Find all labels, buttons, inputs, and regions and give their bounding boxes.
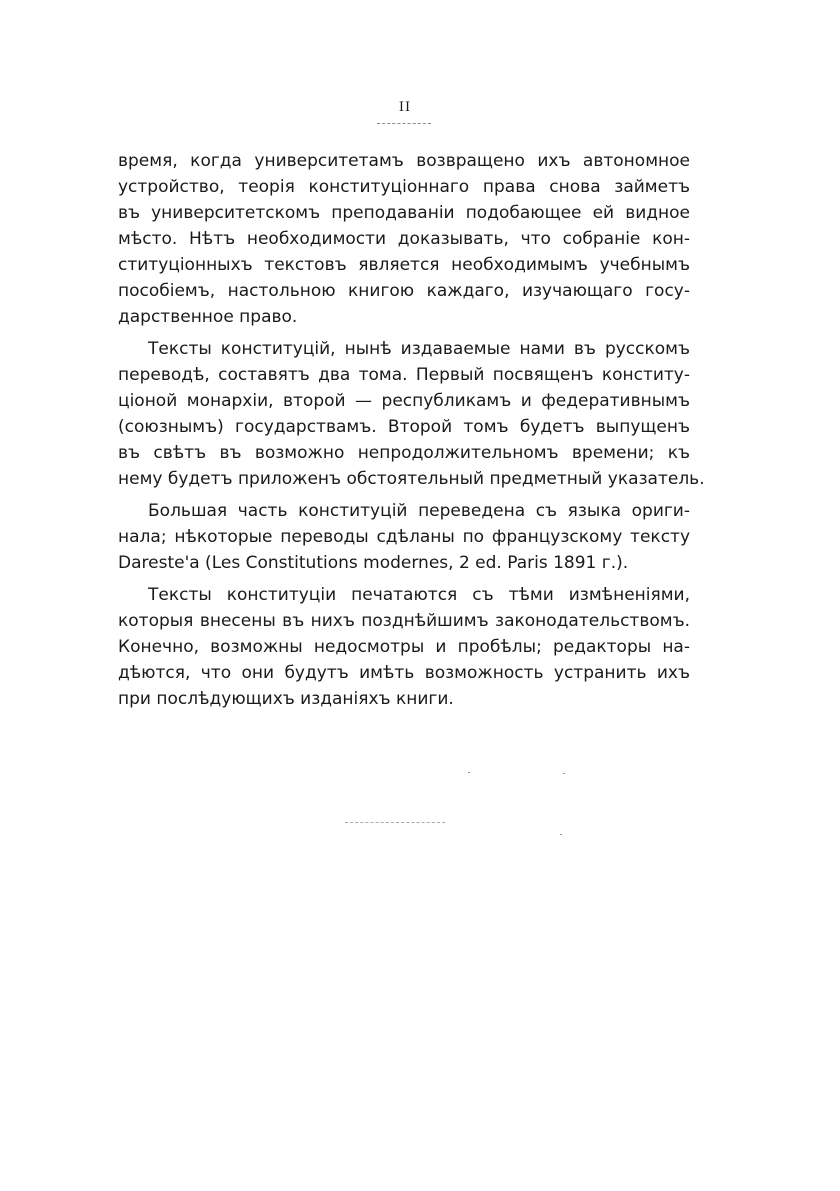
scan-speck (468, 772, 470, 773)
paragraph-1 (118, 148, 690, 330)
text-line: Dareste'a (Les Constitutions modernes, 2 ed. Paris 1891 г.). (118, 553, 629, 573)
text-line: Большая часть конституцій переведена съ языка ориги- (148, 501, 690, 521)
text-line: нала; нѣкоторые переводы сдѣланы по французскому тексту (118, 527, 690, 547)
scan-speck (560, 834, 562, 835)
text-line: въ университетскомъ преподаваніи подобающее ей видное (118, 203, 690, 223)
text-line: ціоной монархіи, второй — республикамъ и федеративнымъ (118, 391, 690, 411)
text-line: время, когда университетамъ возвращено ихъ автономное (118, 151, 690, 171)
text-line: Тексты конституцій, нынѣ издаваемые нами въ русскомъ (148, 339, 690, 359)
text-line: мѣсто. Нѣтъ необходимости доказывать, что собраніе кон- (118, 229, 690, 249)
text-line: Тексты конституціи печатаются съ тѣми измѣненіями, (148, 585, 690, 605)
page-number: II (398, 100, 412, 115)
text-line: (союзнымъ) государствамъ. Второй томъ будетъ выпущенъ (118, 417, 690, 437)
text-line: пособіемъ, настольною книгою каждаго, изучающаго госу- (118, 281, 690, 301)
header-rule (377, 123, 431, 124)
text-line: которыя внесены въ нихъ позднѣйшимъ законодательствомъ. (118, 611, 690, 631)
paragraph-4 (118, 582, 690, 712)
text-line: дарственное право. (118, 307, 298, 327)
text-line: въ свѣтъ въ возможно непродолжительномъ времени; къ (118, 443, 690, 463)
text-line: при послѣдующихъ изданіяхъ книги. (118, 689, 454, 709)
footer-rule (345, 822, 445, 823)
text-line: нему будетъ приложенъ обстоятельный предметный указатель. (118, 469, 705, 489)
paragraph-3 (118, 498, 690, 576)
scan-speck (563, 773, 565, 774)
text-line: устройство, теорія конституціоннаго права снова займетъ (118, 177, 690, 197)
paragraph-2 (118, 336, 705, 492)
text-line: ституціонныхъ текстовъ является необходимымъ учебнымъ (118, 255, 690, 275)
text-line: переводѣ, составятъ два тома. Первый посвященъ конститу- (118, 365, 690, 385)
text-line: Конечно, возможны недосмотры и пробѣлы; редакторы на- (118, 637, 690, 657)
text-block (118, 148, 705, 718)
text-line: дѣются, что они будутъ имѣть возможность устранить ихъ (118, 663, 690, 683)
